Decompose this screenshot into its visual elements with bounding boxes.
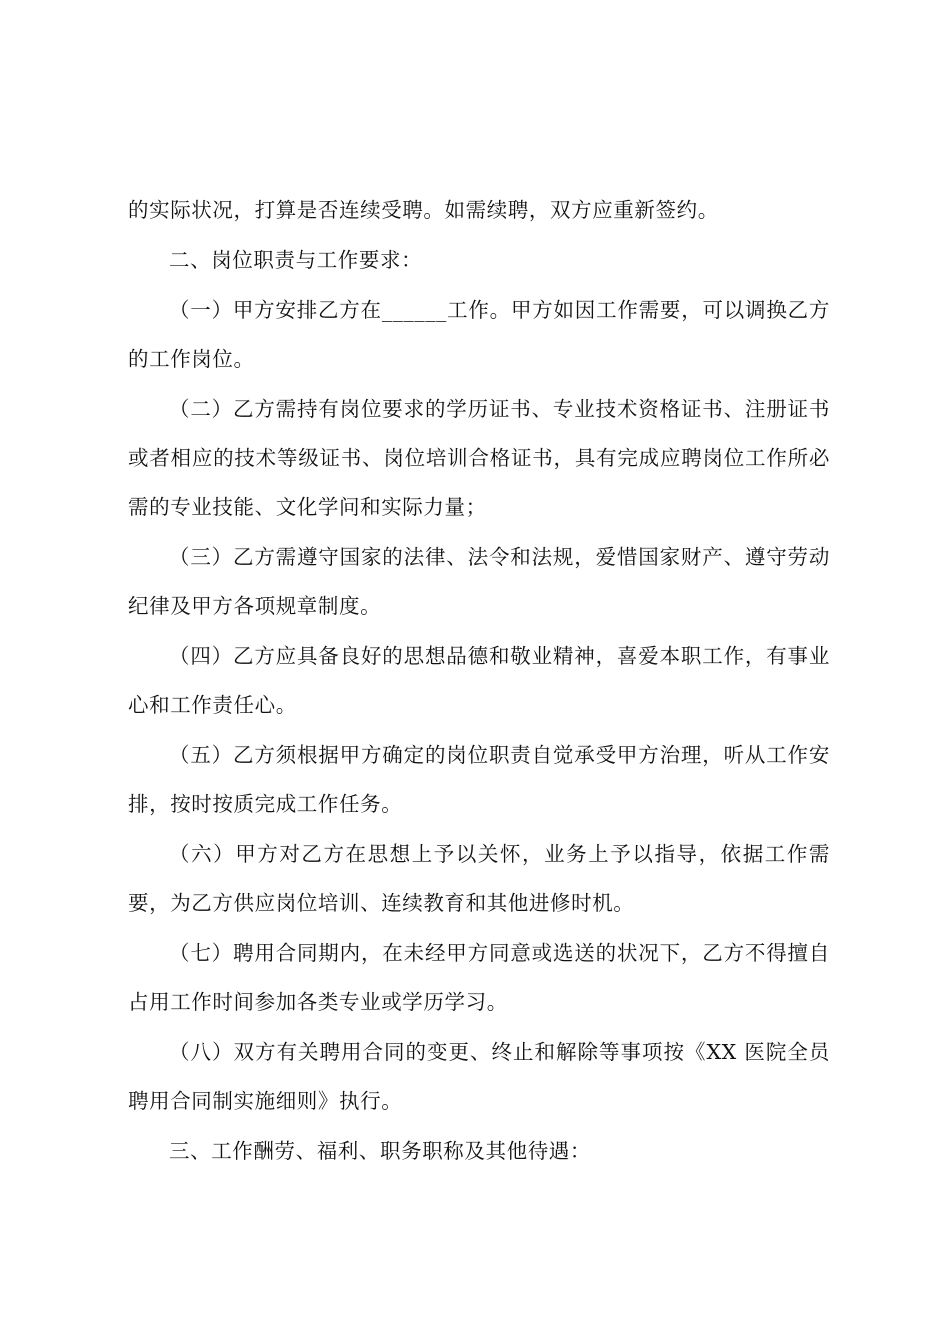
- clause-1: （一）甲方安排乙方在______工作。甲方如因工作需要，可以调换乙方的工作岗位。: [128, 298, 830, 371]
- clause-4: （四）乙方应具备良好的思想品德和敬业精神，喜爱本职工作，有事业心和工作责任心。: [128, 644, 830, 717]
- clause-7: （七）聘用合同期内，在未经甲方同意或选送的状况下，乙方不得擅自占用工作时间参加各类专业或学历学习。: [128, 941, 830, 1014]
- clause-6: （六）甲方对乙方在思想上予以关怀，业务上予以指导，依据工作需要，为乙方供应岗位培训、连续教育和其他进修时机。: [128, 842, 830, 915]
- clause-8: （八）双方有关聘用合同的变更、终止和解除等事项按《XX 医院全员聘用合同制实施细则》执行。: [128, 1040, 830, 1113]
- paragraph-continuation: 的实际状况，打算是否连续受聘。如需续聘，双方应重新签约。: [128, 198, 719, 222]
- clause-3: （三）乙方需遵守国家的法律、法令和法规，爱惜国家财产、遵守劳动纪律及甲方各项规章制度。: [128, 545, 830, 618]
- section-heading-3: 三、工作酬劳、福利、职务职称及其他待遇：: [169, 1139, 591, 1163]
- section-heading-2: 二、岗位职责与工作要求：: [169, 248, 423, 272]
- clause-2: （二）乙方需持有岗位要求的学历证书、专业技术资格证书、注册证书或者相应的技术等级证书、岗位培训合格证书，具有完成应聘岗位工作所必需的专业技能、文化学问和实际力量；: [128, 397, 830, 519]
- clause-5: （五）乙方须根据甲方确定的岗位职责自觉承受甲方治理，听从工作安排，按时按质完成工作任务。: [128, 743, 830, 816]
- document-body: [128, 186, 830, 1176]
